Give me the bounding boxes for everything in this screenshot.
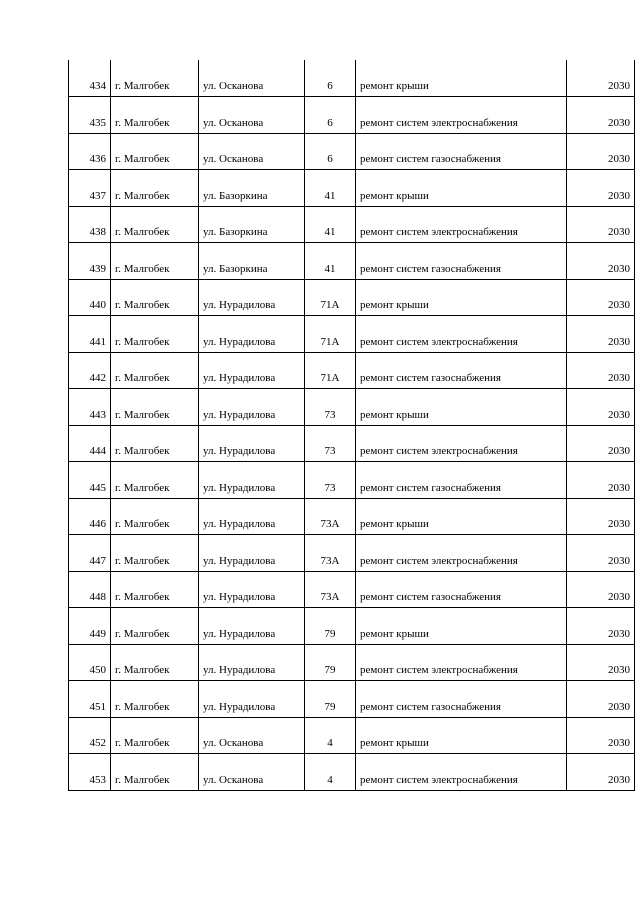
street-cell: ул. Осканова <box>199 133 305 170</box>
year-cell: 2030 <box>567 717 635 754</box>
row-number-cell: 436 <box>69 133 111 170</box>
work-type-cell: ремонт крыши <box>356 389 567 426</box>
row-number-cell: 434 <box>69 60 111 97</box>
table-row <box>69 97 635 134</box>
year-cell: 2030 <box>567 352 635 389</box>
work-type-cell: ремонт крыши <box>356 170 567 207</box>
work-type-cell: ремонт крыши <box>356 498 567 535</box>
table-row <box>69 60 635 97</box>
house-number-cell: 71А <box>305 279 356 316</box>
city-cell: г. Малгобек <box>111 754 199 791</box>
city-cell: г. Малгобек <box>111 389 199 426</box>
city-cell: г. Малгобек <box>111 571 199 608</box>
city-cell: г. Малгобек <box>111 717 199 754</box>
house-number-cell: 73А <box>305 498 356 535</box>
row-number-cell: 435 <box>69 97 111 134</box>
work-type-cell: ремонт систем газоснабжения <box>356 133 567 170</box>
house-number-cell: 4 <box>305 717 356 754</box>
table-row <box>69 644 635 681</box>
row-number-cell: 441 <box>69 316 111 353</box>
house-number-cell: 73 <box>305 462 356 499</box>
year-cell: 2030 <box>567 425 635 462</box>
table-row <box>69 425 635 462</box>
street-cell: ул. Нурадилова <box>199 681 305 718</box>
house-number-cell: 73 <box>305 425 356 462</box>
row-number-cell: 437 <box>69 170 111 207</box>
work-type-cell: ремонт систем электроснабжения <box>356 644 567 681</box>
city-cell: г. Малгобек <box>111 60 199 97</box>
house-number-cell: 79 <box>305 644 356 681</box>
street-cell: ул. Нурадилова <box>199 389 305 426</box>
row-number-cell: 448 <box>69 571 111 608</box>
table-row <box>69 316 635 353</box>
row-number-cell: 449 <box>69 608 111 645</box>
row-number-cell: 445 <box>69 462 111 499</box>
city-cell: г. Малгобек <box>111 462 199 499</box>
city-cell: г. Малгобек <box>111 316 199 353</box>
year-cell: 2030 <box>567 754 635 791</box>
year-cell: 2030 <box>567 97 635 134</box>
row-number-cell: 446 <box>69 498 111 535</box>
city-cell: г. Малгобек <box>111 97 199 134</box>
street-cell: ул. Осканова <box>199 97 305 134</box>
work-type-cell: ремонт систем газоснабжения <box>356 352 567 389</box>
work-type-cell: ремонт крыши <box>356 717 567 754</box>
city-cell: г. Малгобек <box>111 425 199 462</box>
row-number-cell: 442 <box>69 352 111 389</box>
year-cell: 2030 <box>567 170 635 207</box>
work-type-cell: ремонт систем электроснабжения <box>356 206 567 243</box>
city-cell: г. Малгобек <box>111 206 199 243</box>
year-cell: 2030 <box>567 389 635 426</box>
table-row <box>69 279 635 316</box>
city-cell: г. Малгобек <box>111 170 199 207</box>
year-cell: 2030 <box>567 462 635 499</box>
work-type-cell: ремонт крыши <box>356 279 567 316</box>
work-type-cell: ремонт систем газоснабжения <box>356 243 567 280</box>
street-cell: ул. Осканова <box>199 60 305 97</box>
row-number-cell: 439 <box>69 243 111 280</box>
table-row <box>69 571 635 608</box>
house-number-cell: 71А <box>305 316 356 353</box>
house-number-cell: 41 <box>305 243 356 280</box>
year-cell: 2030 <box>567 316 635 353</box>
table-row <box>69 389 635 426</box>
row-number-cell: 447 <box>69 535 111 572</box>
city-cell: г. Малгобек <box>111 535 199 572</box>
house-number-cell: 6 <box>305 133 356 170</box>
year-cell: 2030 <box>567 644 635 681</box>
row-number-cell: 443 <box>69 389 111 426</box>
table-body <box>69 60 635 790</box>
work-type-cell: ремонт систем электроснабжения <box>356 535 567 572</box>
year-cell: 2030 <box>567 206 635 243</box>
repair-schedule-table <box>68 60 635 791</box>
row-number-cell: 440 <box>69 279 111 316</box>
street-cell: ул. Нурадилова <box>199 571 305 608</box>
table-row <box>69 498 635 535</box>
year-cell: 2030 <box>567 60 635 97</box>
row-number-cell: 452 <box>69 717 111 754</box>
year-cell: 2030 <box>567 243 635 280</box>
row-number-cell: 450 <box>69 644 111 681</box>
work-type-cell: ремонт систем электроснабжения <box>356 754 567 791</box>
street-cell: ул. Осканова <box>199 754 305 791</box>
house-number-cell: 4 <box>305 754 356 791</box>
table-row <box>69 462 635 499</box>
house-number-cell: 79 <box>305 608 356 645</box>
work-type-cell: ремонт систем газоснабжения <box>356 462 567 499</box>
year-cell: 2030 <box>567 681 635 718</box>
work-type-cell: ремонт систем газоснабжения <box>356 681 567 718</box>
house-number-cell: 41 <box>305 170 356 207</box>
street-cell: ул. Базоркина <box>199 206 305 243</box>
year-cell: 2030 <box>567 133 635 170</box>
house-number-cell: 73 <box>305 389 356 426</box>
table-row <box>69 608 635 645</box>
city-cell: г. Малгобек <box>111 498 199 535</box>
street-cell: ул. Нурадилова <box>199 316 305 353</box>
house-number-cell: 6 <box>305 60 356 97</box>
year-cell: 2030 <box>567 608 635 645</box>
work-type-cell: ремонт крыши <box>356 60 567 97</box>
work-type-cell: ремонт систем электроснабжения <box>356 97 567 134</box>
table-row <box>69 717 635 754</box>
city-cell: г. Малгобек <box>111 681 199 718</box>
row-number-cell: 438 <box>69 206 111 243</box>
city-cell: г. Малгобек <box>111 243 199 280</box>
row-number-cell: 444 <box>69 425 111 462</box>
street-cell: ул. Осканова <box>199 717 305 754</box>
street-cell: ул. Нурадилова <box>199 498 305 535</box>
street-cell: ул. Нурадилова <box>199 279 305 316</box>
table-row <box>69 133 635 170</box>
street-cell: ул. Нурадилова <box>199 608 305 645</box>
year-cell: 2030 <box>567 498 635 535</box>
year-cell: 2030 <box>567 571 635 608</box>
city-cell: г. Малгобек <box>111 608 199 645</box>
house-number-cell: 41 <box>305 206 356 243</box>
street-cell: ул. Нурадилова <box>199 535 305 572</box>
street-cell: ул. Нурадилова <box>199 644 305 681</box>
street-cell: ул. Базоркина <box>199 170 305 207</box>
street-cell: ул. Базоркина <box>199 243 305 280</box>
house-number-cell: 73А <box>305 535 356 572</box>
street-cell: ул. Нурадилова <box>199 462 305 499</box>
table-row <box>69 681 635 718</box>
table-row <box>69 170 635 207</box>
year-cell: 2030 <box>567 279 635 316</box>
table-row <box>69 535 635 572</box>
year-cell: 2030 <box>567 535 635 572</box>
house-number-cell: 6 <box>305 97 356 134</box>
table-row <box>69 206 635 243</box>
city-cell: г. Малгобек <box>111 352 199 389</box>
work-type-cell: ремонт систем электроснабжения <box>356 425 567 462</box>
table-row <box>69 352 635 389</box>
work-type-cell: ремонт систем газоснабжения <box>356 571 567 608</box>
house-number-cell: 79 <box>305 681 356 718</box>
house-number-cell: 73А <box>305 571 356 608</box>
city-cell: г. Малгобек <box>111 644 199 681</box>
work-type-cell: ремонт систем электроснабжения <box>356 316 567 353</box>
row-number-cell: 451 <box>69 681 111 718</box>
city-cell: г. Малгобек <box>111 279 199 316</box>
house-number-cell: 71А <box>305 352 356 389</box>
street-cell: ул. Нурадилова <box>199 352 305 389</box>
work-type-cell: ремонт крыши <box>356 608 567 645</box>
row-number-cell: 453 <box>69 754 111 791</box>
table-row <box>69 754 635 791</box>
city-cell: г. Малгобек <box>111 133 199 170</box>
street-cell: ул. Нурадилова <box>199 425 305 462</box>
table-row <box>69 243 635 280</box>
